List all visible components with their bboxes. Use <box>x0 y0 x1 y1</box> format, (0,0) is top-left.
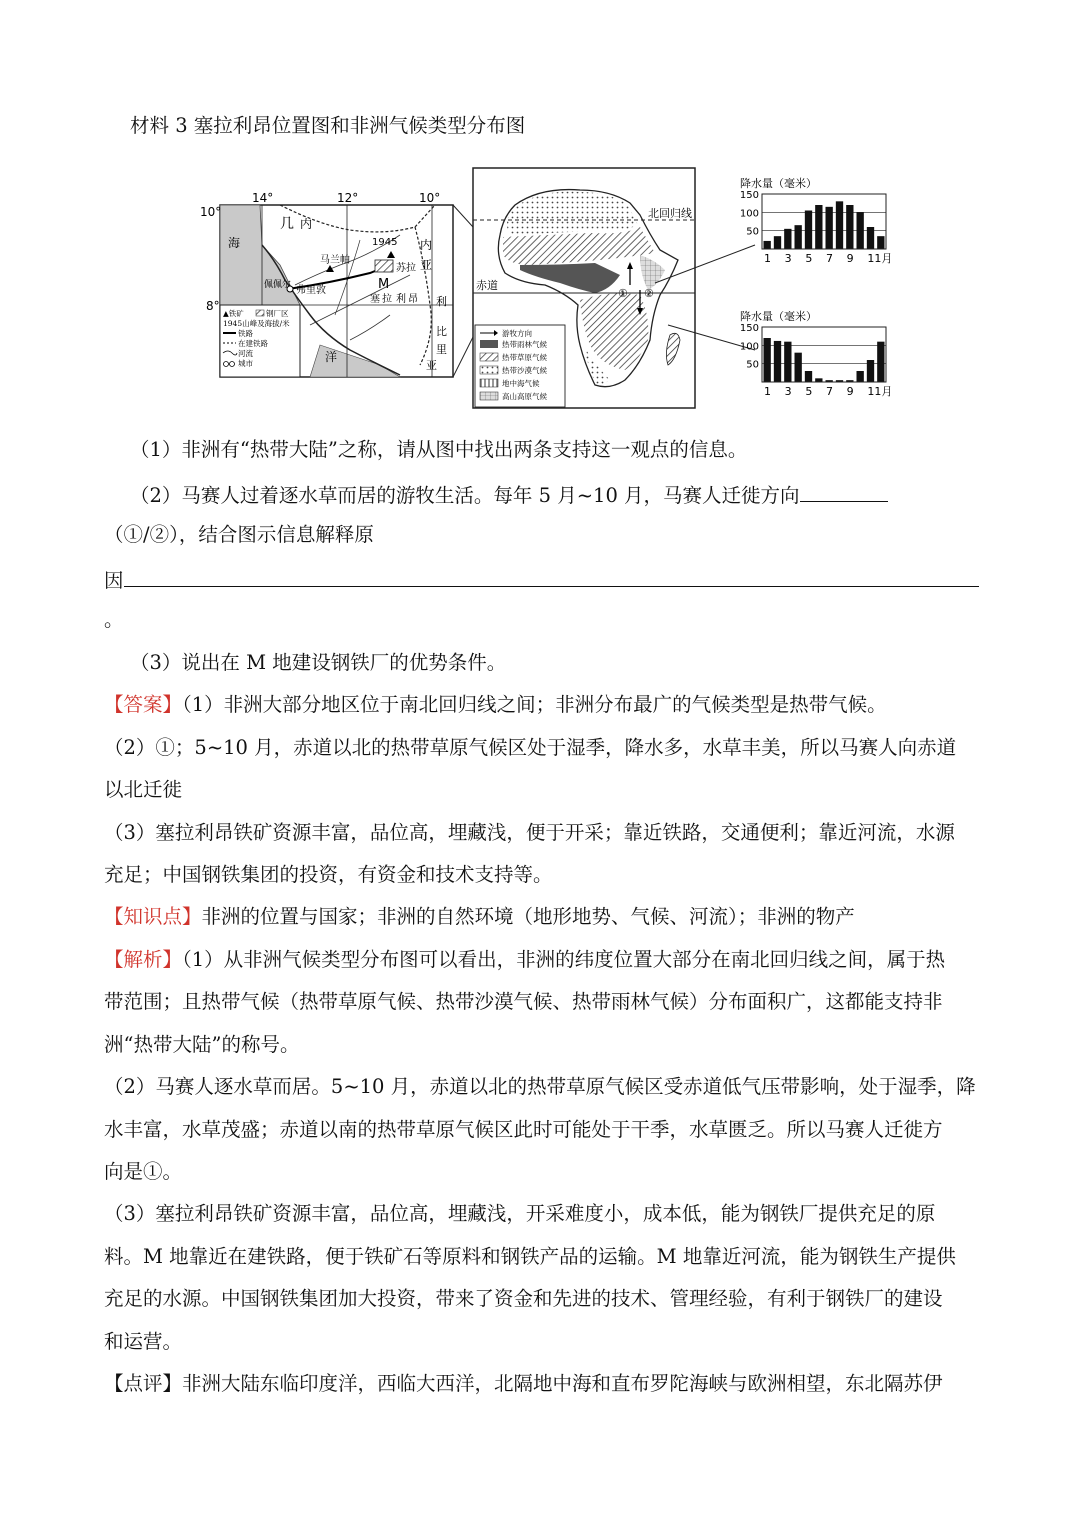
y-tick-label: 50 <box>746 359 759 371</box>
place-hai: 海 <box>228 236 241 250</box>
place-nei-right: 内 <box>420 238 433 252</box>
analysis-line-9: 充足的水源。中国钢铁集团加大投资，带来了资金和先进的技术、管理经验，有利于钢铁厂的建设 <box>104 1287 943 1310</box>
precip-bar <box>867 227 874 249</box>
question-1: （1）非洲有“热带大陆”之称，请从图中找出两条支持这一观点的信息。 <box>130 438 748 461</box>
place-he: 利 <box>436 295 447 308</box>
place-yang: 洋 <box>325 350 338 364</box>
precip-bar <box>867 360 874 382</box>
precip-bar <box>784 229 791 249</box>
y-tick-label: 100 <box>739 341 759 353</box>
analysis-line-5: 水丰富，水草茂盛；赤道以南的热带草原气候区此时可能处于干季，水草匮乏。所以马赛人迁徙方 <box>104 1118 943 1141</box>
question-2-line-2: （①/②），结合图示信息解释原 <box>104 523 374 546</box>
answer-line-1 <box>104 691 887 719</box>
y-tick-label: 50 <box>746 226 759 238</box>
question-2-reason-blank[interactable] <box>124 564 979 587</box>
sierra-leone-map <box>200 191 453 377</box>
marker-1: ① <box>618 287 628 300</box>
analysis-line-4: （2）马赛人逐水草而居。5~10 月，赤道以北的热带草原气候区受赤道低气压带影响，处于湿季，降 <box>104 1075 976 1098</box>
lat-label-10: 10° <box>200 205 222 219</box>
x-tick-label: 9 <box>846 252 854 265</box>
equator-label: 赤道 <box>476 279 498 292</box>
chart-bottom-ylabel: 降水量（毫米） <box>740 310 817 323</box>
legend-highland: 高山高原气候 <box>502 392 547 401</box>
question-2-period: 。 <box>104 608 124 631</box>
x-tick-label: 5 <box>805 385 813 398</box>
place-bi: 比 <box>436 325 447 338</box>
legend-river: 河流 <box>238 349 253 358</box>
tropic-label: 北回归线 <box>648 207 692 220</box>
y-tick-label: 150 <box>739 190 759 201</box>
precip-bar <box>877 342 884 382</box>
legend-mediterranean: 地中海气候 <box>502 379 540 388</box>
legend-city: 城市 <box>238 359 253 368</box>
place-ji: 几 <box>280 216 294 232</box>
x-tick-label: 9 <box>846 385 854 398</box>
place-malanpa: 马兰帕 <box>320 255 350 266</box>
place-ang: 昂 <box>408 294 418 305</box>
precip-bar <box>764 241 771 249</box>
precip-bar <box>805 371 812 382</box>
place-sula: 苏拉 <box>396 263 416 274</box>
question-2-line-3 <box>104 564 979 595</box>
answer-line-4: （3）塞拉利昂铁矿资源丰富，品位高，埋藏浅，便于开采；靠近铁路，交通便利；靠近河流，水源 <box>104 821 955 844</box>
analysis-line-2: 带范围；且热带气候（热带草原气候、热带沙漠气候、热带雨林气候）分布面积广，这都能支持非 <box>104 990 943 1013</box>
knowledge-line <box>104 903 855 931</box>
analysis-line-6: 向是①。 <box>104 1160 183 1183</box>
place-ya2: 亚 <box>426 359 437 372</box>
question-3: （3）说出在 M 地建设钢铁厂的优势条件。 <box>130 651 507 674</box>
precip-bar <box>846 205 853 249</box>
x-tick-label: 1 <box>764 252 771 265</box>
legend-railway-construction: 在建铁路 <box>238 339 268 348</box>
legend-desert: 热带沙漠气候 <box>502 366 547 375</box>
place-sai: 塞 <box>370 294 380 305</box>
legend-savanna: 热带草原气候 <box>502 353 547 362</box>
legend-nomad: 游牧方向 <box>502 329 532 338</box>
x-tick-label: 11月 <box>867 385 893 398</box>
knowledge-text: 非洲的位置与国家；非洲的自然环境（地形地势、气候、河流）；非洲的物产 <box>201 905 855 928</box>
legend-iron-ore: ▲铁矿 <box>223 309 244 318</box>
question-2-line-1 <box>130 479 888 510</box>
x-tick-label: 7 <box>826 385 833 398</box>
x-tick-label: 7 <box>826 252 833 265</box>
x-tick-label: 5 <box>805 252 813 265</box>
review-line <box>104 1370 943 1398</box>
precip-bar <box>857 371 864 382</box>
review-text: 非洲大陆东临印度洋，西临大西洋，北隔地中海和直布罗陀海峡与欧洲相望，东北隔苏伊 <box>182 1372 943 1395</box>
place-peipeier: 佩佩尔 <box>264 280 292 290</box>
material-figure <box>200 165 900 410</box>
precip-bar <box>774 236 781 249</box>
y-tick-label: 150 <box>739 323 759 334</box>
analysis-line-3: 洲“热带大陆”的称号。 <box>104 1033 300 1056</box>
precip-bar <box>815 378 822 382</box>
precip-bar <box>764 338 771 382</box>
question-2-reason-label: 因 <box>104 569 124 592</box>
analysis-text-1: （1）从非洲气候类型分布图可以看出，非洲的纬度位置大部分在南北回归线之间，属于热 <box>182 948 946 971</box>
x-tick-label: 1 <box>764 385 771 398</box>
answer-line-5: 充足；中国钢铁集团的投资，有资金和技术支持等。 <box>104 863 553 886</box>
precip-bar <box>805 211 812 250</box>
precip-bar <box>826 207 833 249</box>
y-tick-label: 100 <box>739 208 759 220</box>
material-title: 材料 3 塞拉利昂位置图和非洲气候类型分布图 <box>130 114 526 137</box>
question-2-text: （2）马赛人过着逐水草而居的游牧生活。每年 5 月~10 月，马赛人迁徙方向 <box>130 484 800 507</box>
x-tick-label: 11月 <box>867 252 893 265</box>
answer-line-2: （2）①；5~10 月，赤道以北的热带草原气候区处于湿季，降水多，水草丰美，所以马赛人向赤道 <box>104 736 957 759</box>
place-nei-top: 内 <box>300 217 313 231</box>
analysis-tag: 【解析】 <box>104 948 183 971</box>
place-li2: 里 <box>436 343 447 356</box>
precip-bar <box>815 205 822 249</box>
place-freetown: 弗里敦 <box>296 285 326 296</box>
legend-rainforest: 热带雨林气候 <box>502 340 547 349</box>
precip-bar <box>795 353 802 382</box>
africa-climate-map <box>473 168 695 408</box>
question-2-blank[interactable] <box>800 479 888 502</box>
precip-bar <box>836 201 843 249</box>
analysis-line-1 <box>104 946 945 974</box>
x-tick-label: 3 <box>784 385 792 398</box>
lon-label-12: 12° <box>337 191 359 205</box>
x-tick-label: 3 <box>784 252 792 265</box>
precip-bar <box>857 212 864 249</box>
chart-top-ylabel: 降水量（毫米） <box>740 177 817 190</box>
place-M: M <box>378 277 390 292</box>
precip-bar <box>784 342 791 382</box>
place-li: 利 <box>396 294 406 305</box>
precip-bar <box>774 341 781 382</box>
knowledge-tag: 【知识点】 <box>104 905 202 928</box>
analysis-line-7: （3）塞拉利昂铁矿资源丰富，品位高，埋藏浅，开采难度小，成本低，能为钢铁厂提供充足的原 <box>104 1202 936 1225</box>
lon-label-14: 14° <box>252 191 274 205</box>
legend-railway: 铁路 <box>238 329 253 338</box>
answer-text-1: （1）非洲大部分地区位于南北回归线之间；非洲分布最广的气候类型是热带气候。 <box>182 693 887 716</box>
answer-tag: 【答案】 <box>104 693 183 716</box>
lon-label-10: 10° <box>419 191 441 205</box>
answer-line-3: 以北迁徙 <box>104 778 183 801</box>
review-tag: 【点评】 <box>104 1372 183 1395</box>
precip-bar <box>795 225 802 249</box>
precip-chart-top <box>740 176 892 265</box>
legend-peak: 1945山峰及海拔/米 <box>223 319 290 328</box>
place-la: 拉 <box>382 294 392 305</box>
analysis-line-8: 料。M 地靠近在建铁路，便于铁矿石等原料和钢铁产品的运输。M 地靠近河流，能为钢铁生产提供 <box>104 1245 956 1268</box>
marker-2: ② <box>644 287 654 300</box>
place-ya: 亚 <box>420 258 433 272</box>
precip-bar <box>877 236 884 249</box>
legend-steel-plant: 钢厂区 <box>266 309 289 318</box>
lat-label-8: 8° <box>206 299 220 313</box>
precip-chart-bottom <box>740 309 892 398</box>
place-year: 1945 <box>372 237 398 248</box>
analysis-line-10: 和运营。 <box>104 1330 183 1353</box>
